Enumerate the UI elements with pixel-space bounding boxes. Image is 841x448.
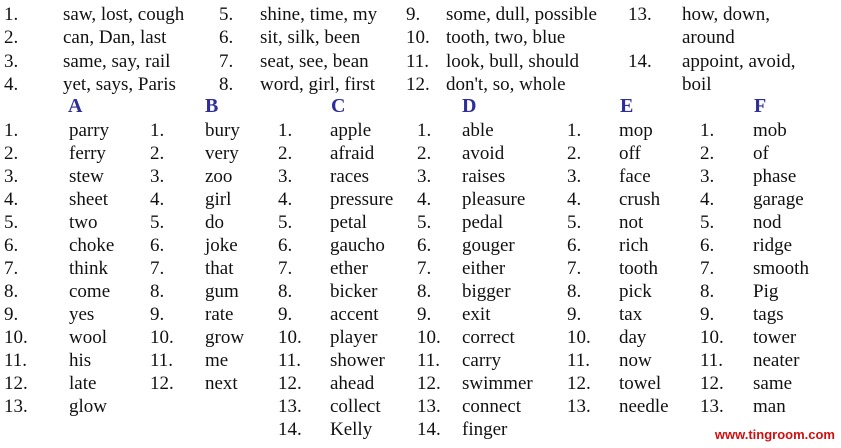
word-item: me xyxy=(205,350,229,371)
word-item: two xyxy=(69,212,98,233)
word-item: come xyxy=(69,281,111,302)
item-number: 2. xyxy=(417,143,432,164)
top-row-number: 11. xyxy=(406,50,430,72)
top-row-words: how, down, xyxy=(682,4,770,25)
item-number: 13. xyxy=(700,396,724,417)
item-number: 8. xyxy=(4,281,19,302)
word-item: towel xyxy=(619,373,662,394)
item-number: 3. xyxy=(4,166,19,187)
word-item: gum xyxy=(205,281,239,302)
word-item: races xyxy=(330,166,370,187)
top-row-words: tooth, two, blue xyxy=(446,27,566,49)
item-number: 7. xyxy=(278,258,293,279)
word-item: day xyxy=(619,327,647,348)
word-item: garage xyxy=(753,189,804,210)
word-item: petal xyxy=(330,212,367,233)
item-number: 11. xyxy=(4,350,28,371)
top-row-words: can, Dan, last xyxy=(63,27,167,49)
item-number: 11. xyxy=(278,350,302,371)
item-number: 1. xyxy=(150,120,165,141)
item-number: 9. xyxy=(417,304,432,325)
item-number: 7. xyxy=(150,258,165,279)
top-row-number: 13. xyxy=(628,4,652,25)
word-item: man xyxy=(753,396,786,417)
word-item: pleasure xyxy=(462,189,526,210)
word-item: gaucho xyxy=(330,235,385,256)
item-number: 9. xyxy=(700,304,715,325)
column-header-f: F xyxy=(754,95,767,117)
item-number: 12. xyxy=(4,373,28,394)
word-item: do xyxy=(205,212,224,233)
word-item: gouger xyxy=(462,235,515,256)
item-number: 6. xyxy=(417,235,432,256)
word-item: tags xyxy=(753,304,784,325)
word-item: parry xyxy=(69,120,110,141)
word-item: ferry xyxy=(69,143,106,164)
column-header-c: C xyxy=(331,95,346,117)
word-item: neater xyxy=(753,350,800,371)
word-item: girl xyxy=(205,189,232,210)
word-item: connect xyxy=(462,396,522,417)
top-row-number: 14. xyxy=(628,50,652,72)
item-number: 3. xyxy=(700,166,715,187)
item-number: 5. xyxy=(417,212,432,233)
item-number: 4. xyxy=(278,189,293,210)
item-number: 11. xyxy=(700,350,724,371)
column-header-b: B xyxy=(205,95,219,117)
item-number: 14. xyxy=(278,419,302,440)
item-number: 6. xyxy=(700,235,715,256)
item-number: 7. xyxy=(700,258,715,279)
word-item: mob xyxy=(753,120,787,141)
word-item: swimmer xyxy=(462,373,533,394)
word-item: bicker xyxy=(330,281,378,302)
word-item: stew xyxy=(69,166,104,187)
word-item: correct xyxy=(462,327,515,348)
item-number: 3. xyxy=(150,166,165,187)
item-number: 4. xyxy=(700,189,715,210)
item-number: 12. xyxy=(278,373,302,394)
item-number: 8. xyxy=(700,281,715,302)
top-row-number: 5. xyxy=(219,4,234,25)
item-number: 11. xyxy=(417,350,441,371)
word-item: grow xyxy=(205,327,245,348)
top-row-number: 8. xyxy=(219,74,234,96)
item-number: 13. xyxy=(4,396,28,417)
item-number: 10. xyxy=(278,327,302,348)
top-row-words: sit, silk, been xyxy=(260,27,361,49)
item-number: 5. xyxy=(700,212,715,233)
top-row-words: shine, time, my xyxy=(260,4,378,25)
word-item: carry xyxy=(462,350,502,371)
word-item: able xyxy=(462,120,494,141)
item-number: 8. xyxy=(150,281,165,302)
item-number: 2. xyxy=(700,143,715,164)
word-item: needle xyxy=(619,396,669,417)
item-number: 9. xyxy=(278,304,293,325)
word-item: either xyxy=(462,258,506,279)
word-item: smooth xyxy=(753,258,809,279)
word-item: next xyxy=(205,373,238,394)
item-number: 3. xyxy=(417,166,432,187)
word-item: very xyxy=(205,143,239,164)
item-number: 10. xyxy=(417,327,441,348)
top-row-number: 9. xyxy=(406,4,421,25)
word-item: ether xyxy=(330,258,368,279)
word-item: face xyxy=(619,166,651,187)
top-row-words: around xyxy=(682,27,735,49)
item-number: 7. xyxy=(567,258,582,279)
word-item: his xyxy=(69,350,92,371)
item-number: 1. xyxy=(278,120,293,141)
top-row-number: 7. xyxy=(219,50,234,72)
word-item: bury xyxy=(205,120,240,141)
item-number: 1. xyxy=(700,120,715,141)
item-number: 2. xyxy=(4,143,19,164)
top-row-words: saw, lost, cough xyxy=(63,4,185,25)
word-item: ridge xyxy=(753,235,793,256)
word-item: raises xyxy=(462,166,506,187)
word-item: glow xyxy=(69,396,107,417)
word-item: not xyxy=(619,212,644,233)
word-item: avoid xyxy=(462,143,505,164)
item-number: 10. xyxy=(150,327,174,348)
word-item: joke xyxy=(205,235,238,256)
word-item: afraid xyxy=(330,143,375,164)
word-item: pressure xyxy=(330,189,394,210)
item-number: 9. xyxy=(150,304,165,325)
word-item: rich xyxy=(619,235,649,256)
item-number: 8. xyxy=(567,281,582,302)
top-row-number: 12. xyxy=(406,74,430,96)
word-item: think xyxy=(69,258,109,279)
item-number: 11. xyxy=(567,350,591,371)
word-item: off xyxy=(619,143,641,164)
item-number: 5. xyxy=(4,212,19,233)
item-number: 13. xyxy=(417,396,441,417)
item-number: 7. xyxy=(4,258,19,279)
top-row-words: don't, so, whole xyxy=(446,74,566,96)
word-item: wool xyxy=(69,327,107,348)
item-number: 5. xyxy=(278,212,293,233)
top-row-number: 6. xyxy=(219,27,234,49)
item-number: 3. xyxy=(567,166,582,187)
item-number: 2. xyxy=(278,143,293,164)
item-number: 12. xyxy=(700,373,724,394)
word-item: choke xyxy=(69,235,115,256)
top-row-words: some, dull, possible xyxy=(446,4,597,25)
item-number: 8. xyxy=(417,281,432,302)
word-item: shower xyxy=(330,350,385,371)
item-number: 5. xyxy=(150,212,165,233)
top-row-number: 1. xyxy=(4,4,19,25)
word-item: Kelly xyxy=(330,419,373,440)
word-item: finger xyxy=(462,419,508,440)
item-number: 14. xyxy=(417,419,441,440)
item-number: 4. xyxy=(567,189,582,210)
word-item: bigger xyxy=(462,281,511,302)
top-row-words: seat, see, bean xyxy=(260,50,369,72)
word-item: nod xyxy=(753,212,782,233)
word-item: pick xyxy=(619,281,652,302)
top-row-words: word, girl, first xyxy=(260,74,376,96)
word-item: zoo xyxy=(205,166,233,187)
top-row-number: 4. xyxy=(4,74,19,96)
item-number: 9. xyxy=(4,304,19,325)
word-item: tax xyxy=(619,304,643,325)
item-number: 2. xyxy=(150,143,165,164)
item-number: 6. xyxy=(150,235,165,256)
word-item: same xyxy=(753,373,793,394)
word-item: tooth xyxy=(619,258,659,279)
item-number: 2. xyxy=(567,143,582,164)
item-number: 1. xyxy=(4,120,19,141)
item-number: 12. xyxy=(150,373,174,394)
column-header-a: A xyxy=(68,95,83,117)
item-number: 13. xyxy=(278,396,302,417)
item-number: 10. xyxy=(4,327,28,348)
word-item: rate xyxy=(205,304,234,325)
item-number: 12. xyxy=(567,373,591,394)
word-item: now xyxy=(619,350,652,371)
item-number: 6. xyxy=(278,235,293,256)
item-number: 10. xyxy=(567,327,591,348)
watermark: www.tingroom.com xyxy=(714,427,835,442)
item-number: 11. xyxy=(150,350,174,371)
item-number: 13. xyxy=(567,396,591,417)
word-item: tower xyxy=(753,327,797,348)
word-item: pedal xyxy=(462,212,504,233)
item-number: 9. xyxy=(567,304,582,325)
top-row-words: yet, says, Paris xyxy=(63,74,176,96)
word-item: of xyxy=(753,143,769,164)
item-number: 3. xyxy=(278,166,293,187)
item-number: 4. xyxy=(4,189,19,210)
item-number: 5. xyxy=(567,212,582,233)
item-number: 8. xyxy=(278,281,293,302)
item-number: 10. xyxy=(700,327,724,348)
top-row-words: same, say, rail xyxy=(63,50,171,72)
column-header-e: E xyxy=(620,95,634,117)
item-number: 1. xyxy=(567,120,582,141)
word-item: collect xyxy=(330,396,381,417)
top-row-number: 3. xyxy=(4,50,19,72)
item-number: 6. xyxy=(4,235,19,256)
item-number: 6. xyxy=(567,235,582,256)
item-number: 4. xyxy=(417,189,432,210)
word-item: Pig xyxy=(753,281,779,302)
item-number: 4. xyxy=(150,189,165,210)
word-item: mop xyxy=(619,120,653,141)
word-item: player xyxy=(330,327,378,348)
word-item: ahead xyxy=(330,373,375,394)
word-item: yes xyxy=(69,304,95,325)
word-item: phase xyxy=(753,166,797,187)
top-row-words: boil xyxy=(682,74,712,96)
word-item: that xyxy=(205,258,234,279)
column-header-d: D xyxy=(462,95,477,117)
word-item: exit xyxy=(462,304,491,325)
word-item: apple xyxy=(330,120,372,141)
item-number: 7. xyxy=(417,258,432,279)
item-number: 1. xyxy=(417,120,432,141)
top-row-number: 2. xyxy=(4,27,19,49)
item-number: 12. xyxy=(417,373,441,394)
top-row-number: 10. xyxy=(406,27,430,49)
word-item: accent xyxy=(330,304,379,325)
word-item: crush xyxy=(619,189,661,210)
top-row-words: look, bull, should xyxy=(446,50,580,72)
word-item: late xyxy=(69,373,97,394)
top-row-words: appoint, avoid, xyxy=(682,50,796,72)
word-item: sheet xyxy=(69,189,109,210)
